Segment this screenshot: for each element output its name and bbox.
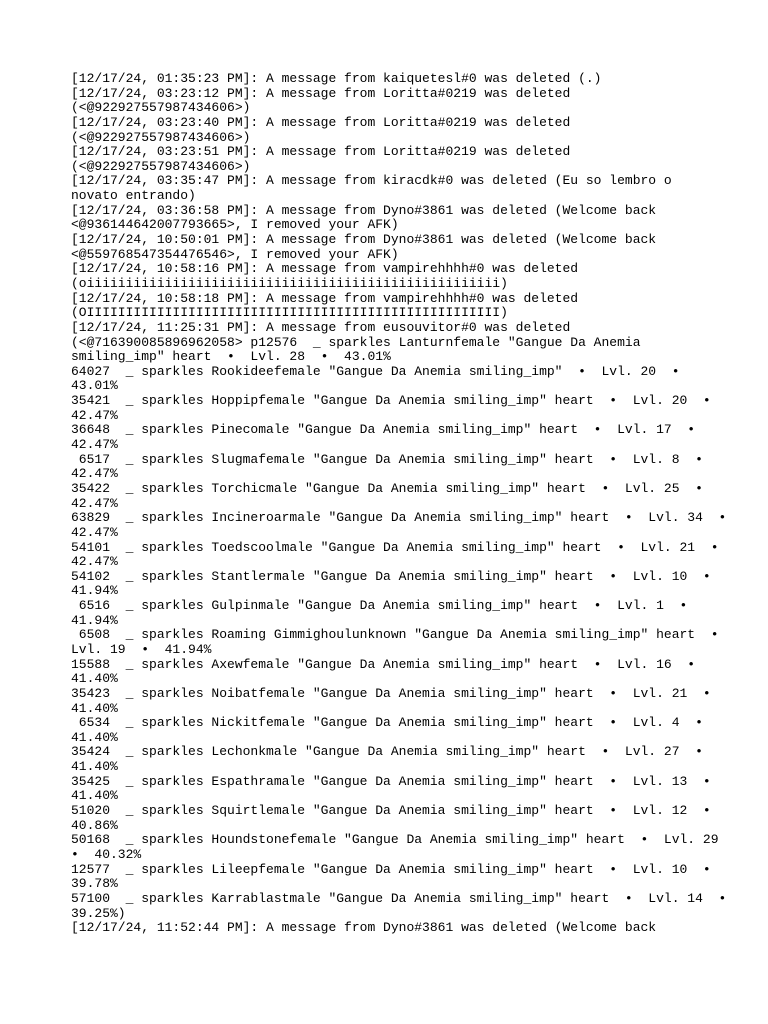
log-line: [12/17/24, 03:23:40 PM]: A message from Loritta#0219 was deleted xyxy=(71,114,571,130)
log-line: [12/17/24, 03:36:58 PM]: A message from Dyno#3861 was deleted (Welcome back xyxy=(71,202,657,218)
log-line: (<@922927557987434606>) xyxy=(71,100,251,116)
deleted-messages-log xyxy=(71,71,727,936)
log-line: [12/17/24, 03:23:12 PM]: A message from Loritta#0219 was deleted xyxy=(71,85,571,101)
log-line: 41.40% xyxy=(71,759,118,775)
log-line: 39.25%) xyxy=(71,905,126,921)
log-line: [12/17/24, 01:35:23 PM]: A message from kaiquetesl#0 was deleted (.) xyxy=(71,71,602,86)
log-line: 35422 _ sparkles Torchicmale "Gangue Da Anemia smiling_imp" heart • Lvl. 25 • xyxy=(71,480,703,496)
log-line: 6517 _ sparkles Slugmafemale "Gangue Da Anemia smiling_imp" heart • Lvl. 8 • xyxy=(71,451,703,467)
log-line: 41.40% xyxy=(71,671,118,687)
log-line: 41.40% xyxy=(71,700,118,716)
log-line: 63829 _ sparkles Incineroarmale "Gangue Da Anemia smiling_imp" heart • Lvl. 34 • xyxy=(71,510,727,526)
log-line: 40.86% xyxy=(71,817,118,833)
log-line: 6508 _ sparkles Roaming Gimmighoulunknown "Gangue Da Anemia smiling_imp" heart • xyxy=(71,627,719,643)
log-line: [12/17/24, 03:23:51 PM]: A message from Loritta#0219 was deleted xyxy=(71,144,571,160)
log-line: 42.47% xyxy=(71,466,118,482)
log-line: 36648 _ sparkles Pinecomale "Gangue Da Anemia smiling_imp" heart • Lvl. 17 • xyxy=(71,422,696,438)
log-line: 6534 _ sparkles Nickitfemale "Gangue Da Anemia smiling_imp" heart • Lvl. 4 • xyxy=(71,715,703,731)
log-line: [12/17/24, 11:25:31 PM]: A message from eusouvitor#0 was deleted xyxy=(71,319,571,335)
log-line: <@936144642007793665>, I removed your AFK) xyxy=(71,217,399,233)
log-line: (<@716390085896962058> p12576 _ sparkles Lanturnfemale "Gangue Da Anemia xyxy=(71,334,641,350)
log-line: 43.01% xyxy=(71,378,118,394)
log-line: 42.47% xyxy=(71,407,118,423)
log-line: <@559768547354476546>, I removed your AFK) xyxy=(71,246,399,262)
log-line: 41.94% xyxy=(71,612,118,628)
log-line: 42.47% xyxy=(71,495,118,511)
log-line: [12/17/24, 10:58:18 PM]: A message from vampirehhhh#0 was deleted xyxy=(71,290,579,306)
log-line: novato entrando) xyxy=(71,188,196,204)
log-line: 6516 _ sparkles Gulpinmale "Gangue Da Anemia smiling_imp" heart • Lvl. 1 • xyxy=(71,598,688,614)
log-line: 35424 _ sparkles Lechonkmale "Gangue Da Anemia smiling_imp" heart • Lvl. 27 • xyxy=(71,744,703,760)
log-line: [12/17/24, 10:58:16 PM]: A message from vampirehhhh#0 was deleted xyxy=(71,261,579,277)
log-line: smiling_imp" heart • Lvl. 28 • 43.01% xyxy=(71,349,391,365)
log-line: • 40.32% xyxy=(71,846,142,862)
log-line: 35421 _ sparkles Hoppipfemale "Gangue Da Anemia smiling_imp" heart • Lvl. 20 • xyxy=(71,393,711,409)
log-line: 42.47% xyxy=(71,437,118,453)
log-line: 51020 _ sparkles Squirtlemale "Gangue Da Anemia smiling_imp" heart • Lvl. 12 • xyxy=(71,803,711,819)
log-line: 12577 _ sparkles Lileepfemale "Gangue Da Anemia smiling_imp" heart • Lvl. 10 • xyxy=(71,861,711,877)
log-line: (<@922927557987434606>) xyxy=(71,129,251,145)
log-line: Lvl. 19 • 41.94% xyxy=(71,641,212,657)
log-line: 42.47% xyxy=(71,554,118,570)
log-line: [12/17/24, 03:35:47 PM]: A message from kiracdk#0 was deleted (Eu so lembro o xyxy=(71,173,672,189)
log-line: (OIIIIIIIIIIIIIIIIIIIIIIIIIIIIIIIIIIIIIIIIIIIIIIIIIIIII) xyxy=(71,305,508,321)
log-line: 39.78% xyxy=(71,876,118,892)
log-line: 50168 _ sparkles Houndstonefemale "Gangue Da Anemia smiling_imp" heart • Lvl. 29 xyxy=(71,832,719,848)
log-line: 41.94% xyxy=(71,583,118,599)
log-line: 57100 _ sparkles Karrablastmale "Gangue Da Anemia smiling_imp" heart • Lvl. 14 • xyxy=(71,890,727,906)
log-line: [12/17/24, 10:50:01 PM]: A message from Dyno#3861 was deleted (Welcome back xyxy=(71,232,657,248)
log-line: 41.40% xyxy=(71,729,118,745)
log-line: 64027 _ sparkles Rookideefemale "Gangue Da Anemia smiling_imp" • Lvl. 20 • xyxy=(71,363,680,379)
log-line: 54102 _ sparkles Stantlermale "Gangue Da Anemia smiling_imp" heart • Lvl. 10 • xyxy=(71,568,711,584)
log-line: (<@922927557987434606>) xyxy=(71,158,251,174)
log-line: 35425 _ sparkles Espathramale "Gangue Da Anemia smiling_imp" heart • Lvl. 13 • xyxy=(71,773,711,789)
log-line: 41.40% xyxy=(71,788,118,804)
log-line: 42.47% xyxy=(71,524,118,540)
log-line: 15588 _ sparkles Axewfemale "Gangue Da Anemia smiling_imp" heart • Lvl. 16 • xyxy=(71,656,696,672)
log-line: 54101 _ sparkles Toedscoolmale "Gangue Da Anemia smiling_imp" heart • Lvl. 21 • xyxy=(71,539,719,555)
log-line: [12/17/24, 11:52:44 PM]: A message from Dyno#3861 was deleted (Welcome back xyxy=(71,920,657,936)
log-line: 35423 _ sparkles Noibatfemale "Gangue Da Anemia smiling_imp" heart • Lvl. 21 • xyxy=(71,685,711,701)
log-line: (oiiiiiiiiiiiiiiiiiiiiiiiiiiiiiiiiiiiiiiiiiiiiiiiiiiiii) xyxy=(71,275,508,291)
